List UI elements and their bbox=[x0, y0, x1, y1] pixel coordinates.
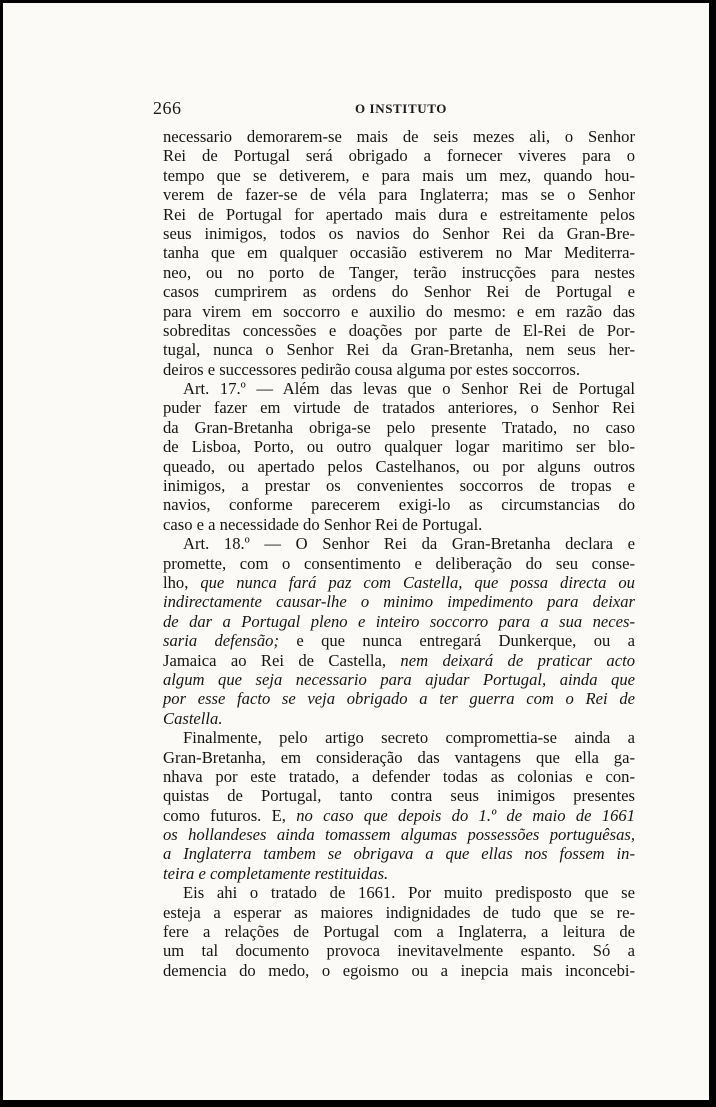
text-line: tempo que se detiverem, e para mais um mez, quando hou- bbox=[163, 165, 635, 185]
text-line: um tal documento provoca inevitavelmente espanto. Só a bbox=[163, 941, 635, 961]
running-title: O INSTITUTO bbox=[355, 101, 447, 116]
article-18-start: Art. 18.º — O Senhor Rei da Gran-Bretanha declara e bbox=[183, 534, 635, 554]
text-line: de Lisboa, Porto, ou outro qualquer logar maritimo ser blo- bbox=[163, 437, 635, 457]
text-line: Rei de Portugal será obrigado a fornecer viveres para o bbox=[163, 146, 635, 166]
text-line: Rei de Portugal for apertado mais dura e estreitamente pelos bbox=[163, 204, 635, 224]
text-line: tanha que em qualquer occasião estiverem no Mar Mediterra- bbox=[163, 243, 635, 263]
page-number: 266 bbox=[153, 98, 182, 118]
text-line: sobreditas concessões e doações por parte de El-Rei de Por- bbox=[163, 320, 635, 340]
text-line: de dar a Portugal pleno e inteiro soccorro para a sua neces- bbox=[163, 611, 635, 631]
paragraph-eis-start: Eis ahi o tratado de 1661. Por muito predisposto que se bbox=[183, 883, 635, 903]
text-line: como futuros. E, no caso que depois do 1.º de maio de 1661 bbox=[163, 805, 635, 825]
text-line: neo, ou no porto de Tanger, terão instrucções para nestes bbox=[163, 262, 635, 282]
text-line: seus inimigos, todos os navios do Senhor Rei da Gran-Bre- bbox=[163, 223, 635, 243]
text-line: Castella. bbox=[163, 708, 223, 728]
text-line: esteja a esperar as maiores indignidades de tudo que se re- bbox=[163, 902, 635, 922]
body-text bbox=[163, 127, 635, 980]
page-header bbox=[153, 98, 643, 120]
text-line: teira e completamente restituidas. bbox=[163, 863, 389, 883]
text-line: necessario demorarem-se mais de seis mezes ali, o Senhor bbox=[163, 127, 635, 146]
text-line: para virem em soccorro e auxilio do mesmo: e em razão das bbox=[163, 301, 635, 321]
text-line: casos cumprirem as ordens do Senhor Rei de Portugal e bbox=[163, 282, 635, 302]
text-line: verem de fazer-se de véla para Inglaterra; mas se o Senhor bbox=[163, 185, 635, 205]
article-17-start: Art. 17.º — Além das levas que o Senhor Rei de Portugal bbox=[183, 379, 635, 399]
text-line: navios, conforme parecerem exigi-lo as circumstancias do bbox=[163, 495, 635, 515]
text-line: quistas de Portugal, tanto contra seus inimigos presentes bbox=[163, 786, 635, 806]
text-line: indirectamente causar-lhe o minimo impedimento para deixar bbox=[163, 592, 635, 612]
text-line: puder fazer em virtude de tratados anteriores, o Senhor Rei bbox=[163, 398, 635, 418]
text-line: queado, ou apertado pelos Castelhanos, ou por alguns outros bbox=[163, 456, 635, 476]
book-page bbox=[3, 3, 709, 1100]
text-line: deiros e successores pedirão cousa alguma por estes soccorros. bbox=[163, 359, 581, 379]
text-line: lho, que nunca fará paz com Castella, que possa directa ou bbox=[163, 572, 635, 592]
text-line: os hollandeses ainda tomassem algumas possessões portuguêsas, bbox=[163, 825, 635, 845]
text-line: tugal, nunca o Senhor Rei da Gran-Bretanha, nem seus her- bbox=[163, 340, 635, 360]
text-line: fere a relações de Portugal com a Inglaterra, a leitura de bbox=[163, 922, 635, 942]
text-line: Gran-Bretanha, em consideração das vantagens que ella ga- bbox=[163, 747, 635, 767]
text-line: Jamaica ao Rei de Castella, nem deixará de praticar acto bbox=[163, 650, 635, 670]
text-line: a Inglaterra tambem se obrigava a que ellas nos fossem in- bbox=[163, 844, 635, 864]
paragraph-finalmente-start: Finalmente, pelo artigo secreto compromettia-se ainda a bbox=[183, 728, 635, 748]
text-line: da Gran-Bretanha obriga-se pelo presente Tratado, no caso bbox=[163, 417, 635, 437]
text-line: caso e a necessidade do Senhor Rei de Portugal. bbox=[163, 514, 483, 534]
text-line: demencia do medo, o egoismo ou a inepcia mais inconcebi- bbox=[163, 960, 635, 980]
text-line: promette, com o consentimento e deliberação do seu conse- bbox=[163, 553, 635, 573]
text-line: nhava por este tratado, a defender todas as colonias e con- bbox=[163, 766, 635, 786]
text-line: saria defensão; e que nunca entregará Dunkerque, ou a bbox=[163, 631, 636, 651]
text-line: algum que seja necessario para ajudar Portugal, ainda que bbox=[163, 669, 635, 689]
text-line: por esse facto se veja obrigado a ter guerra com o Rei de bbox=[163, 689, 635, 709]
text-line: inimigos, a prestar os convenientes soccorros de tropas e bbox=[163, 476, 635, 496]
